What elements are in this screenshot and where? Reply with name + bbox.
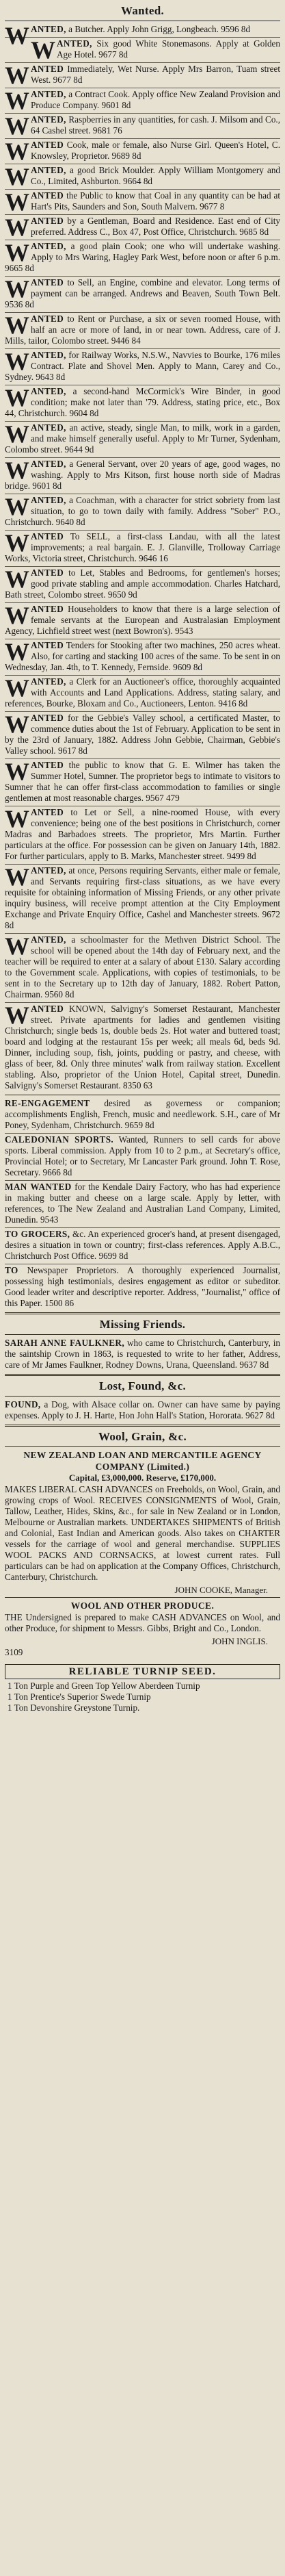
ad-text: &c. An experienced grocer's hand, at present disengaged, desires a situation in town or country; first-class references. Apply A.B.C., Christchurch Post Office. 9699 8d [5, 1229, 281, 1261]
lost-list [5, 1399, 280, 1423]
drop-cap: W [5, 138, 29, 165]
drop-cap: W [5, 493, 29, 520]
classified-ad [5, 164, 280, 190]
drop-cap: W [5, 112, 29, 140]
ad-lead: ANTED [31, 807, 64, 817]
ad-text: for Railway Works, N.S.W., Navvies to Bourke, 176 miles Contract. Plate and Shovel Men. Apply to Mann, Carey and Co., Sydney. 9643 8d [5, 350, 280, 382]
ad-lead: ANTED, [31, 495, 66, 505]
classified-ad [5, 712, 280, 759]
classified-ad [5, 139, 280, 164]
ad-lead: ANTED [31, 314, 64, 324]
classified-ad [5, 934, 280, 1003]
ad-text: a good Brick Moulder. Apply William Montgomery and Co., Limited, Ashburton. 9664 8d [31, 165, 281, 186]
classified-ad [5, 313, 280, 349]
classified-ad [5, 865, 280, 934]
classified-ad [5, 349, 280, 385]
ad-lead: ANTED, [57, 38, 92, 49]
section-rule [5, 1597, 280, 1598]
drop-cap: W [5, 758, 29, 785]
missing-list [5, 1337, 280, 1373]
classified-ad [5, 1134, 280, 1181]
classified-ad [5, 567, 280, 603]
ad-text: a Clerk for an Auctioneer's office, thoroughly acquainted with Accounts and Land Applications. Address, stating salary, and references, Bourke, Bloxam and Co., Auctioneers, Lenton. 9416 8d [5, 676, 280, 709]
drop-cap: W [5, 638, 29, 665]
ad-lead: ANTED, [31, 386, 66, 396]
ad-lead: ANTED, [31, 865, 66, 876]
ad-text: Wanted, Runners to sell cards for above sports. Liberal commission. Apply from 10 to 2 p.m., at Secretary's office, Provincial Hotel; or to Secretary, Mr Lancaster Park ground. John T. Rose, Secretary. 9666 8d [5, 1134, 280, 1177]
ad-lead: ANTED [31, 140, 64, 150]
ad-text: Tenders for Stooking after two machines, 250 acres wheat. Also, for carting and stacking 100 acres of the same. To be sent in on Wednesday, Jan. 4th, to T. Kennedy, Fernside. 9609 8d [5, 640, 280, 672]
ad-text: a good plain Cook; one who will undertake washing. Apply to Mrs Waring, Hagley Park West, before noon or after 6 p.m. 9665 8d [5, 241, 281, 273]
ad-lead: SARAH ANNE FAULKNER, [5, 1338, 125, 1348]
ad-text: Cook, male or female, also Nurse Girl. Queen's Hotel, C. Knowsley, Proprietor. 9689 8d [31, 140, 280, 161]
ad-lead: RE-ENGAGEMENT [5, 1098, 90, 1108]
drop-cap: W [31, 36, 55, 64]
ad-text: KNOWN, Salvigny's Somerset Restaurant, Manchester street. Private apartments for ladies and gentlemen visiting Christchurch; single beds 1s, double beds 2s. Hot water and buttered toast; board and lodging at the restaurant 15s per week; all meals 6d, beds 9d. Dinner, including soup, fish, joints, pudding or pastry, and cheese, with glass of beer, 8d. Only three minutes' walk from railway station. Excellent stabling. Also, proprietor of the Union Hotel, Capital street, Dunedin. Salvigny's Somerset Restaurant. 8350 63 [5, 1004, 281, 1091]
section-rule [5, 1334, 280, 1335]
seed-item: 1 Ton Devonshire Greystone Turnip. [8, 1703, 140, 1713]
drop-cap: W [5, 348, 29, 375]
section-rule [5, 1312, 280, 1314]
drop-cap: W [5, 163, 29, 190]
ad-lead: ANTED [31, 277, 64, 288]
ad-lead: ANTED, [31, 350, 66, 360]
classified-ad [5, 277, 280, 313]
classified-ad [5, 531, 280, 567]
ad-lead: ANTED, [31, 422, 66, 433]
classified-ad [5, 759, 280, 806]
ad-text: Raspberries in any quantities, for cash. J. Milsom and Co., 64 Cashel street. 9681 76 [31, 114, 281, 136]
classified-ad [5, 215, 280, 240]
ad-text: who came to Christchurch, Canterbury, in the saintship Crown in 1863, is requested to write to her father, Address, care of Mr James Faulkner, Rodney Downs, Urana, Queensland. 9637 8d [5, 1338, 281, 1370]
drop-cap: W [5, 805, 29, 832]
ad-text: desired as governess or companion; accomplishments English, French, music and needlework. S.H., care of Mr Poney, Sydenham, Christchurch. 9659 8d [5, 1098, 280, 1130]
ad-lead: ANTED, [31, 676, 66, 687]
misc-ads-list [5, 1097, 280, 1311]
classified-ad [5, 38, 280, 63]
classified-ad [5, 1337, 280, 1373]
ad-text: a Butcher. Apply John Grigg, Longbeach. 9596 8d [68, 24, 251, 34]
classified-ad [5, 806, 280, 865]
ad-text: a schoolmaster for the Methven District School. The school will be opened about the 14th day of February next, and the teacher will be required to enter at a salary of about £130. Salary according to the Government scale. Applications, with copies of testimonials, to be sent in to the Secretary up to 12th day of January, 1882. Robert Patton, Chairman. 9560 8d [5, 934, 280, 999]
produce-heading: WOOL AND OTHER PRODUCE. [70, 1601, 215, 1611]
classified-ad [5, 1003, 280, 1093]
ad-lead: ANTED, [31, 459, 66, 469]
drop-cap: W [5, 22, 29, 49]
drop-cap: W [5, 529, 29, 557]
classified-ad [5, 1228, 280, 1264]
ad-text: the public to know that G. E. Wilmer has taken the Summer Hotel, Sumner. The proprietor begs to intimate to visitors to Sumner that he can offer first-class accommodation to families or single gentlemen at most reasonable charges. 9567 479 [5, 760, 280, 803]
classified-ad [5, 676, 280, 712]
section-rule [5, 1425, 280, 1427]
classified-ad [5, 1181, 280, 1228]
ad-lead: TO [5, 1265, 18, 1275]
drop-cap: W [5, 311, 29, 339]
drop-cap: W [5, 420, 29, 448]
ad-text: to Rent or Purchase, a six or seven roomed House, with half an acre or more of land, in or near town. Address, care of J. Mills, tailor, Colombo street. 9446 84 [5, 314, 281, 346]
drop-cap: W [5, 674, 29, 702]
ad-text: for the Gebbie's Valley school, a certificated Master, to commence duties about the 1st of February. Application to be sent in by the 23rd of January, 1882. Address John Gebbie, Chairman, Gebbie's Valley school. 9617 8d [5, 713, 281, 756]
drop-cap: W [5, 239, 29, 266]
ad-text: a General Servant, over 20 years of age, good wages, no washing. Apply to Mrs Kitson, first house north side of Madras bridge. 9601 8d [5, 459, 280, 491]
drop-cap: W [5, 711, 29, 738]
produce-advert-number: 3109 [5, 1647, 23, 1657]
classified-ad [5, 1399, 280, 1423]
lost-heading: Lost, Found, &c. [98, 1379, 187, 1392]
ad-text: to Sell, an Engine, combine and elevator. Long terms of payment can be arranged. Andrews and Beaven, South Town Belt. 9536 8d [5, 277, 281, 309]
drop-cap: W [5, 275, 29, 303]
ad-text: the Public to know that Coal in any quantity can be had at Hart's Pits, Saunders and Son, South Malvern. 9677 8 [31, 190, 280, 212]
ad-text: by a Gentleman, Board and Residence. East end of City preferred. Address C., Box 47, Post Office, Christchurch. 9685 8d [31, 216, 281, 237]
ad-lead: ANTED [31, 216, 64, 226]
company-advert-body: MAKES LIBERAL CASH ADVANCES on Freeholds, on Wool, Grain, and growing crops of Wool. RECEIVES CONSIGNMENTS of Wool, Grain, Tallow, Leather, Hides, Skins, &c., for sale in New Zealand or in London, Melbourne or Australian markets. UNDERTAKES SHIPMENTS of British and Colonial, East Indian and American goods. Also takes on CHARTER vessels for the carriage of wool and general merchandise. SUPPLIES WOOL PACKS AND CORNSACKS, at lowest current rates. Full particulars can be had on application at the Company Offices, Christchurch, Canterbury, Christchurch. [5, 1484, 280, 1582]
ad-text: for the Kendale Dairy Factory, who has had experience in making butter and cheese on a large scale. Apply by letter, with references, to The New Zealand and Australian Land Company, Limited, Dunedin. 9543 [5, 1182, 280, 1225]
seed-list [5, 1681, 280, 1713]
ad-text: Immediately, Wet Nurse. Apply Mrs Barron, Tuam street West. 9677 8d [31, 64, 280, 85]
ad-text: a Dog, with Alsace collar on. Owner can have same by paying expenses. Apply to J. H. Harte, Hon John Hall's Station, Hororata. 9627 8d [5, 1399, 281, 1420]
wool-heading: Wool, Grain, &c. [98, 1430, 187, 1443]
section-rule [5, 1396, 280, 1397]
ad-lead: ANTED [31, 531, 64, 541]
classified-ad [5, 1264, 280, 1311]
ad-lead: ANTED, [31, 934, 66, 945]
classified-ad [5, 1097, 280, 1134]
ad-lead: ANTED [31, 64, 64, 74]
seed-heading: RELIABLE TURNIP SEED. [5, 1664, 280, 1679]
ad-text: Six good White Stonemasons. Apply at Golden Age Hotel. 9677 8d [57, 38, 280, 60]
drop-cap: W [5, 602, 29, 629]
wanted-heading: Wanted. [120, 4, 165, 17]
ad-text: a Coachman, with a character for strict sobriety from last situation, to go to town daily with family. Address "Sober" P.O., Christchurch. 9640 8d [5, 495, 280, 527]
seed-item: 1 Ton Prentice's Superior Swede Turnip [8, 1692, 151, 1702]
classified-ad [5, 385, 280, 422]
ad-lead: ANTED [31, 604, 64, 614]
drop-cap: W [5, 863, 29, 891]
ad-lead: TO GROCERS, [5, 1229, 70, 1239]
produce-signoff: JOHN INGLIS. [211, 1636, 268, 1646]
classified-ad [5, 240, 280, 277]
drop-cap: W [5, 87, 29, 114]
classified-ad [5, 114, 280, 139]
ad-text: a second-hand McCormick's Wire Binder, in good condition; make not later than '79. Address, stating price, etc., Box 44, Christchurch. 9604 8d [5, 386, 281, 418]
company-capital: Capital, £3,000,000. Reserve, £170,000. [68, 1472, 217, 1483]
ad-text: To SELL, a first-class Landau, with all the latest improvements; a real bargain. E. J. Glanville, Trolloway Carriage Works, Victoria street, Christchurch. 9646 16 [5, 531, 280, 563]
ad-lead: MAN WANTED [5, 1182, 72, 1192]
classified-ad [5, 639, 280, 676]
ad-lead: FOUND, [5, 1399, 41, 1410]
ad-text: Newspaper Proprietors. A thoroughly experienced Journalist, possessing high testimonials, desires engagement as editor or subeditor. Good leader writer and descriptive reporter. Address, "Journalist," office of this Paper. 1500 86 [5, 1265, 281, 1308]
ad-lead: ANTED [31, 760, 64, 770]
company-name: NEW ZEALAND LOAN AND MERCANTILE AGENCY COMPANY (Limited.) [23, 1450, 262, 1472]
classified-ad [5, 190, 280, 215]
ad-text: Householders to know that there is a large selection of female servants at the European and Australasian Employment Agency, Lichfield street west (next Bowron's). 9543 [5, 604, 280, 636]
missing-heading: Missing Friends. [99, 1318, 186, 1331]
ad-lead: ANTED, [31, 241, 66, 251]
company-signoff: JOHN COOKE, Manager. [174, 1585, 268, 1595]
classified-ad [5, 63, 280, 88]
classified-ad [5, 88, 280, 114]
classified-ad [5, 422, 280, 458]
seed-item: 1 Ton Purple and Green Top Yellow Aberdeen Turnip [8, 1681, 200, 1691]
produce-advert-body: THE Undersigned is prepared to make CASH ADVANCES on Wool, and other Produce, for shipment to Messrs. Gibbs, Bright and Co., London. [5, 1612, 280, 1633]
ad-lead: ANTED [31, 713, 64, 723]
ad-text: a Contract Cook. Apply office New Zealand Provision and Produce Company. 9601 8d [31, 89, 281, 110]
ad-text: to Let or Sell, a nine-roomed House, with every convenience; being one of the best positions in Christchurch, corner Madras and Barbadoes streets. The proprietor, Mrs Martin. Further particulars at the office. For possession can be given on January 14th, 1882. For further particulars, apply to B. Marks, Manchester street. 9499 8d [5, 807, 280, 861]
classified-ad [5, 458, 280, 494]
drop-cap: W [5, 1002, 29, 1029]
ad-text: to Let, Stables and Bedrooms, for gentlemen's horses; good private stabling and ample accommodation. Charles Hatchard, Bath street, Colombo street. 9650 9d [5, 568, 280, 600]
classified-ad [5, 603, 280, 639]
drop-cap: W [5, 188, 29, 216]
ad-lead: ANTED, [31, 114, 66, 125]
drop-cap: W [5, 565, 29, 593]
drop-cap: W [5, 384, 29, 411]
ad-lead: ANTED, [31, 165, 66, 175]
drop-cap: W [5, 214, 29, 241]
wanted-list [5, 23, 280, 1093]
ad-text: at once, Persons requiring Servants, either male or female, and Servants requiring first-class situations, as we have every requisite for obtaining information of Missing Friends, or any other private inquiry business, will receive prompt attention at the City Employment Exchange and Private Enquiry Office, Cashel and Manchester streets. 9672 8d [5, 865, 281, 930]
drop-cap: W [5, 457, 29, 484]
drop-cap: W [5, 62, 29, 89]
classified-ad [5, 494, 280, 531]
ad-lead: ANTED [31, 568, 64, 578]
ad-lead: ANTED, [31, 24, 66, 34]
ad-lead: CALEDONIAN SPORTS. [5, 1134, 114, 1145]
section-rule [5, 1374, 280, 1376]
ad-text: an active, steady, single Man, to milk, work in a garden, and make himself generally useful. Apply to Mr Turner, Sydenham, Colombo street. 9644 9d [5, 422, 280, 455]
ad-lead: ANTED [31, 640, 64, 650]
drop-cap: W [5, 932, 29, 960]
ad-lead: ANTED, [31, 89, 66, 99]
section-rule [5, 1446, 280, 1447]
ad-lead: ANTED [31, 1004, 64, 1014]
ad-lead: ANTED [31, 190, 64, 201]
